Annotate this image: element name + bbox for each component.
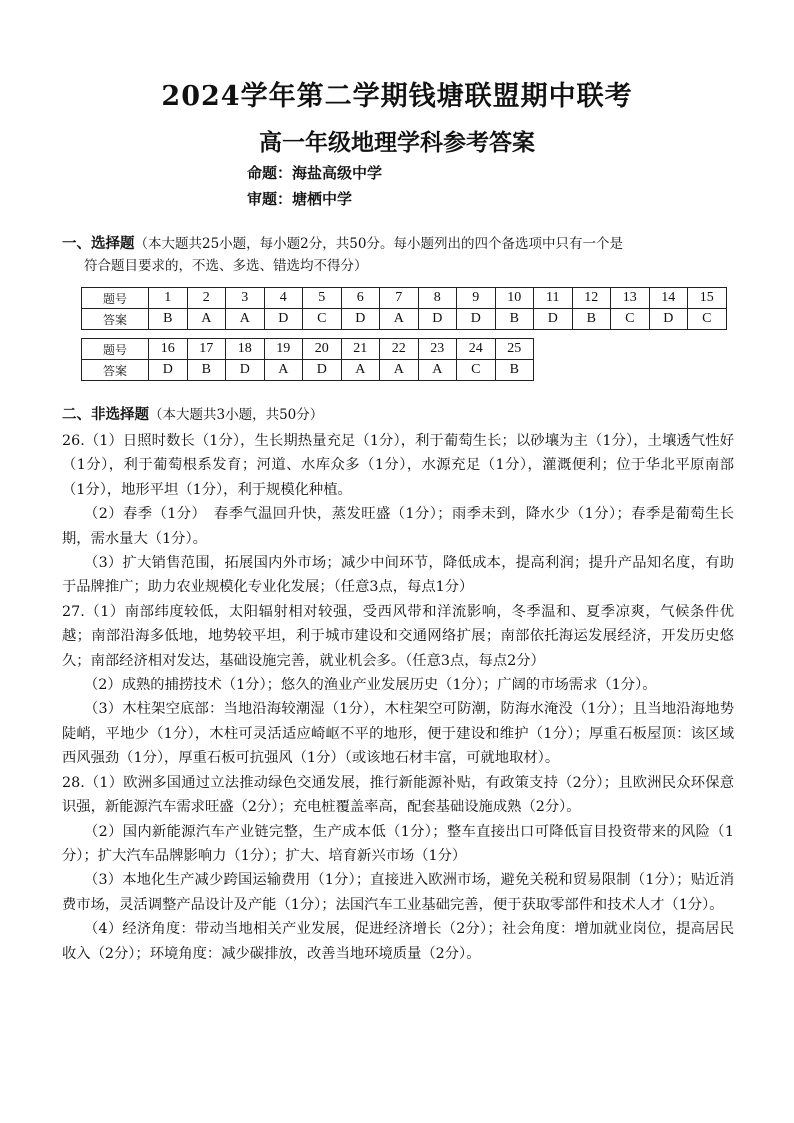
question-number: 12 — [572, 288, 611, 309]
question-number: 4 — [264, 288, 303, 309]
table-row-answers — [82, 360, 534, 381]
question-number: 19 — [264, 339, 303, 360]
answer-cell: C — [457, 360, 496, 381]
answer-paragraph-q26-2: （2）春季（1分） 春季气温回升快，蒸发旺盛（1分）；雨季未到，降水少（1分）；春季是葡萄生长期，需水量大（1分）。 — [62, 506, 734, 547]
exam-subtitle: 高一年级地理学科参考答案 — [259, 129, 535, 156]
table-row-numbers — [82, 288, 727, 309]
question-number: 25 — [495, 339, 534, 360]
answer-cell: A — [418, 360, 457, 381]
question-number: 5 — [303, 288, 342, 309]
table-label-question: 题号 — [82, 288, 149, 309]
answer-cell: D — [226, 360, 265, 381]
section2-header — [62, 404, 742, 426]
question-number: 9 — [457, 288, 496, 309]
answer-cell: C — [303, 309, 342, 330]
question-number: 15 — [688, 288, 727, 309]
table-row-numbers — [82, 339, 534, 360]
section1-note-line2: 符合题目要求的，不选、多选、错选均不得分） — [84, 258, 368, 274]
section1-heading: 一、选择题 — [62, 236, 135, 252]
question-number: 8 — [418, 288, 457, 309]
answer-cell: D — [149, 360, 188, 381]
answer-cell: D — [457, 309, 496, 330]
table-row-answers — [82, 309, 727, 330]
answer-cell: B — [187, 360, 226, 381]
question-number: 1 — [149, 288, 188, 309]
question-number: 18 — [226, 339, 265, 360]
table-label-answer: 答案 — [82, 309, 149, 330]
answer-paragraph-q26-1: 26.（1）日照时数长（1分），生长期热量充足（1分），利于葡萄生长；以砂壤为主（1分），土壤透气性好（1分），利于葡萄根系发育；河道、水库众多（1分），水源充足（1分），灌溉便利；位于华北平原南部（1分），地形平坦（1分），利于规模化种植。 — [62, 433, 734, 498]
answer-cell: A — [187, 309, 226, 330]
answer-cell: D — [534, 309, 573, 330]
question-number: 10 — [495, 288, 534, 309]
section2-heading: 二、非选择题 — [62, 407, 149, 423]
question-number: 22 — [380, 339, 419, 360]
answer-cell: B — [572, 309, 611, 330]
question-number: 23 — [418, 339, 457, 360]
answer-paragraph-q27-2: （2）成熟的捕捞技术（1分）；悠久的渔业产业发展历史（1分）；广阔的市场需求（1分）。 — [84, 677, 657, 694]
answer-cell: D — [341, 309, 380, 330]
answer-table-1 — [81, 287, 727, 330]
answer-cell: C — [611, 309, 650, 330]
question-number: 14 — [649, 288, 688, 309]
section2-note: （本大题共3小题，共50分） — [149, 407, 324, 423]
answer-table-2 — [81, 338, 534, 381]
table-label-question: 题号 — [82, 339, 149, 360]
answer-cell: B — [495, 309, 534, 330]
question-number: 21 — [341, 339, 380, 360]
answer-cell: C — [688, 309, 727, 330]
question-number: 2 — [187, 288, 226, 309]
question-number: 11 — [534, 288, 573, 309]
question-number: 20 — [303, 339, 342, 360]
answer-paragraph-q26-3: （3）扩大销售范围，拓展国内外市场；减少中间环节，降低成本，提高利润；提升产品知名度，有助于品牌推广；助力农业规模化专业化发展；（任意3点，每点1分） — [62, 555, 734, 596]
answer-paragraph-q28-2: （2）国内新能源汽车产业链完整，生产成本低（1分）；整车直接出口可降低盲目投资带来的风险（1分）；扩大汽车品牌影响力（1分）；扩大、培育新兴市场（1分） — [62, 823, 734, 864]
question-number: 6 — [341, 288, 380, 309]
section1-note: （本大题共25小题，每小题2分，共50分。每小题列出的四个备选项中只有一个是 — [134, 236, 623, 252]
answer-cell: A — [264, 360, 303, 381]
answer-paragraph-q28-4: （4）经济角度：带动当地相关产业发展，促进经济增长（2分）；社会角度：增加就业岗位，提高居民收入（2分）；环境角度：减少碳排放，改善当地环境质量（2分）。 — [62, 921, 734, 962]
answer-paragraph-q27-1: 27.（1）南部纬度较低，太阳辐射相对较强，受西风带和洋流影响，冬季温和、夏季凉爽，气候条件优越；南部沿海多低地，地势较平坦，利于城市建设和交通网络扩展；南部依托海运发展经济，开发历史悠久；南部经济相对发达，基础设施完善，就业机会多。（任意3点，每点2分） — [62, 603, 734, 669]
answer-cell: A — [380, 309, 419, 330]
exam-title: 2024学年第二学期钱塘联盟期中联考 — [161, 81, 633, 112]
question-number: 16 — [149, 339, 188, 360]
answer-cell: A — [226, 309, 265, 330]
answer-cell: D — [649, 309, 688, 330]
answers-body — [62, 429, 734, 966]
question-number: 13 — [611, 288, 650, 309]
answer-cell: D — [418, 309, 457, 330]
question-number: 24 — [457, 339, 496, 360]
answer-cell: B — [149, 309, 188, 330]
answer-paragraph-q27-3: （3）木柱架空底部：当地沿海较潮湿（1分），木柱架空可防潮，防海水淹没（1分）；且当地沿海地势陡峭，平地少（1分），木柱可灵活适应崎岖不平的地形，便于建设和维护（1分）；厚重石板屋顶：该区域西风强劲（1分），厚重石板可抗强风（1分）（或该地石材丰富，可就地取材）。 — [62, 701, 734, 767]
table-label-answer: 答案 — [82, 360, 149, 381]
author-line: 命题：海盐高级中学 — [247, 164, 383, 182]
answer-paragraph-q28-1: 28.（1）欧洲多国通过立法推动绿色交通发展，推行新能源补贴，有政策支持（2分）；且欧洲民众环保意识强，新能源汽车需求旺盛（2分）；充电桩覆盖率高，配套基础设施成熟（2分）。 — [62, 774, 734, 816]
reviewer-line: 审题：塘栖中学 — [247, 190, 353, 208]
section1-header — [62, 233, 742, 277]
answer-cell: D — [264, 309, 303, 330]
answer-cell: A — [341, 360, 380, 381]
answer-paragraph-q28-3: （3）本地化生产减少跨国运输费用（1分）；直接进入欧洲市场，避免关税和贸易限制（1分）；贴近消费市场，灵活调整产品设计及产能（1分）；法国汽车工业基础完善，便于获取零部件和技术人才（1分）。 — [62, 872, 734, 913]
question-number: 7 — [380, 288, 419, 309]
question-number: 3 — [226, 288, 265, 309]
answer-cell: A — [380, 360, 419, 381]
answer-cell: D — [303, 360, 342, 381]
answer-cell: B — [495, 360, 534, 381]
question-number: 17 — [187, 339, 226, 360]
